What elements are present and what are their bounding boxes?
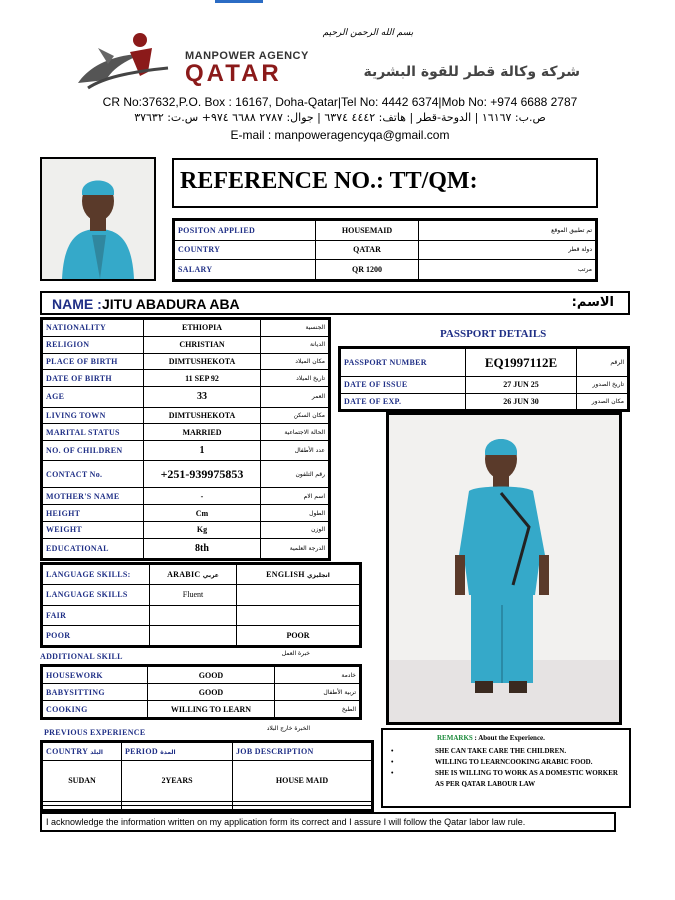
cell-label: LANGUAGE SKILLS [43,585,150,605]
cell-label: POSITON APPLIED [175,221,316,241]
cell-value: 11 SEP 92 [144,370,261,387]
cell-arabic: تم تطبيق الموقع [419,221,596,241]
table-row [43,565,360,585]
cell-value: 26 JUN 30 [466,393,577,410]
agency-name-en-1: MANPOWER AGENCY [185,50,309,62]
applicant-photo-small [40,157,156,281]
cell-value: MARRIED [144,424,261,441]
table-row [341,377,628,393]
cell-value: Fluent [150,585,237,605]
table-row [43,521,329,538]
remark-item: • WILLING TO LEARNCOOKING ARABIC FOOD. [391,758,593,766]
table-row [175,221,596,241]
remarks-box [381,728,631,808]
remarks-heading [437,734,545,742]
cell-arabic: الطول [261,505,329,522]
cell-label: HOUSEWORK [43,667,148,684]
table-row [175,260,596,280]
name-bar [40,291,630,315]
cell-label: LIVING TOWN [43,407,144,424]
cell-value: Kg [144,521,261,538]
remarks-subtitle: : About the Experience. [474,734,545,742]
table-row [43,667,360,684]
agency-name-en-2: QATAR [185,60,282,87]
col-period-ar: المدة [160,749,176,756]
reference-number: REFERENCE NO.: TT/QM: [180,168,478,194]
cell-arabic: عدد الأطفال [261,441,329,461]
cell-value: 33 [144,387,261,407]
col-job: JOB DESCRIPTION [233,743,372,761]
table-row [43,743,372,761]
cell-label: WEIGHT [43,521,144,538]
contact-ar: ص.ب: ١٦١٦٧ | الدوحة-قطر | هاتف: ٤٤٤٢ ٦٣٧٤ | جوال: ٢٧٨٧ ٦٦٨٨ ٩٧٤+ س.ت: ٣٧٦٣٢ [134,111,546,124]
cell-arabic: مكان الميلاد [261,353,329,370]
reference-box [172,158,598,208]
cell-label: PASSPORT NUMBER [341,349,466,377]
cell-arabic: الطبخ [275,701,360,718]
table-row [43,353,329,370]
additional-skill-table [40,664,362,720]
cell-label: RELIGION [43,336,144,353]
cell-arabic: العمر [261,387,329,407]
cell-arabic: تاريخ الميلاد [261,370,329,387]
cell-value: CHRISTIAN [144,336,261,353]
passport-table [338,346,630,412]
col-country-ar: البلد [90,749,103,756]
passport-title: PASSPORT DETAILS [440,328,547,340]
arabic-label-ar: عربي [202,572,219,580]
remark-item: • SHE CAN TAKE CARE THE CHILDREN. [391,747,567,755]
language-header-label: LANGUAGE SKILLS: [43,565,150,585]
cell-value: GOOD [148,667,275,684]
cell-country: SUDAN [43,761,122,802]
contact-en: CR No:37632,P.O. Box : 16167, Doha-Qatar|Tel No: 4442 6374|Mob No: +974 6688 2787 [102,95,578,109]
experience-title: PREVIOUS EXPERIENCE [44,728,146,737]
arabic-column [150,565,237,585]
cell-label: PLACE OF BIRTH [43,353,144,370]
table-row [43,370,329,387]
table-row [341,393,628,410]
table-row [43,387,329,407]
arabic-label: ARABIC [167,570,201,580]
cell-arabic: مرتب [419,260,596,280]
acknowledgement-box [40,812,616,832]
cell-label: COOKING [43,701,148,718]
cell-arabic: تاريخ الصدور [577,377,628,393]
table-row [43,625,360,645]
cell-value [150,605,237,625]
personal-details-table [40,317,331,561]
cell-value: DIMTUSHEKOTA [144,407,261,424]
cell-label: POOR [43,625,150,645]
cell-value: - [144,488,261,505]
table-row [43,424,329,441]
cell-arabic: الرقم [577,349,628,377]
cell-label: DATE OF BIRTH [43,370,144,387]
cell-value: Cm [144,505,261,522]
table-row [341,349,628,377]
cell-label: MOTHER'S NAME [43,488,144,505]
table-row [43,805,372,809]
cell-value: 1 [144,441,261,461]
cell-label: DATE OF EXP. [341,393,466,410]
table-row [43,461,329,488]
cell-value: WILLING TO LEARN [148,701,275,718]
agency-logo [68,28,188,98]
cell-value [237,585,360,605]
cell-label: DATE OF ISSUE [341,377,466,393]
additional-skill-title-ar: خبرة العمل [281,650,310,657]
cell-label: COUNTRY [175,240,316,260]
table-row [43,488,329,505]
table-row [175,240,596,260]
cell-label: BABYSITTING [43,684,148,701]
cell-label: FAIR [43,605,150,625]
cell-value [150,625,237,645]
cell-arabic: الدرجة العلمية [261,538,329,558]
cell-value: POOR [237,625,360,645]
cell-value: QR 1200 [316,260,419,280]
top-accent-line [215,0,263,3]
cell-period: 2YEARS [122,761,233,802]
cell-arabic: الجنسية [261,320,329,337]
cell-label: CONTACT No. [43,461,144,488]
col-country [43,743,122,761]
cell-job: HOUSE MAID [233,761,372,802]
remarks-title: REMARKS [437,734,473,742]
cell-arabic: الوزن [261,521,329,538]
email: E-mail : manpoweragencyqa@gmail.com [230,128,450,142]
cell-arabic: اسم الام [261,488,329,505]
cell-value: HOUSEMAID [316,221,419,241]
table-row [43,538,329,558]
remark-item: • SHE IS WILLING TO WORK AS A DOMESTIC WORKER AS PER QATAR LABOUR LAW [391,769,618,788]
cell-arabic: الديانة [261,336,329,353]
cell-arabic: خادمة [275,667,360,684]
table-row [43,441,329,461]
cell-label: NO. OF CHILDREN [43,441,144,461]
table-row [43,336,329,353]
cell-value: ETHIOPIA [144,320,261,337]
applicant-name: JITU ABADURA ABA [102,296,240,312]
col-period [122,743,233,761]
cell-arabic: رقم التلفون [261,461,329,488]
cell-label: NATIONALITY [43,320,144,337]
cell-arabic: مكان الصدور [577,393,628,410]
table-row [43,684,360,701]
table-row [43,505,329,522]
table-row [43,320,329,337]
cell-label: SALARY [175,260,316,280]
position-table [172,218,598,282]
english-column [237,565,360,585]
cell-label: EDUCATIONAL [43,538,144,558]
remarks-list [391,746,627,790]
cell-value: DIMTUSHEKOTA [144,353,261,370]
english-label-ar: انجليزي [307,572,330,580]
cell-value: GOOD [148,684,275,701]
cell-value: EQ1997112E [466,349,577,377]
applicant-photo-full [386,412,622,725]
additional-skill-title: ADDITIONAL SKILL [40,652,123,661]
language-skills-table [40,562,362,648]
english-label: ENGLISH [266,570,305,580]
col-period-label: PERIOD [125,747,158,756]
acknowledgement-text: I acknowledge the information written on my application form its correct and I assure I will follow the Qatar labor law rule. [46,817,526,827]
name-label: NAME : [52,296,102,312]
cell-label: MARITAL STATUS [43,424,144,441]
cell-arabic: الحالة الاجتماعية [261,424,329,441]
col-country-label: COUNTRY [46,747,88,756]
cell-arabic: تربية الأطفال [275,684,360,701]
cell-value: 27 JUN 25 [466,377,577,393]
basmala: بسم الله الرحمن الرحيم [322,28,414,38]
experience-title-ar: الخبرة خارج البلاد [266,725,310,732]
cell-label: AGE [43,387,144,407]
table-row [43,761,372,802]
experience-table [40,740,374,812]
table-row [43,407,329,424]
cell-value: QATAR [316,240,419,260]
cell-value: +251-939975853 [144,461,261,488]
table-row [43,605,360,625]
table-row [43,585,360,605]
cell-arabic: مكان السكن [261,407,329,424]
agency-name-ar: شركة وكالة قطر للقوة البشرية [363,64,580,80]
cell-value: 8th [144,538,261,558]
name-label-arabic: الاسم: [571,295,614,310]
cell-arabic: دولة قطر [419,240,596,260]
cell-value [237,605,360,625]
cell-label: HEIGHT [43,505,144,522]
table-row [43,701,360,718]
